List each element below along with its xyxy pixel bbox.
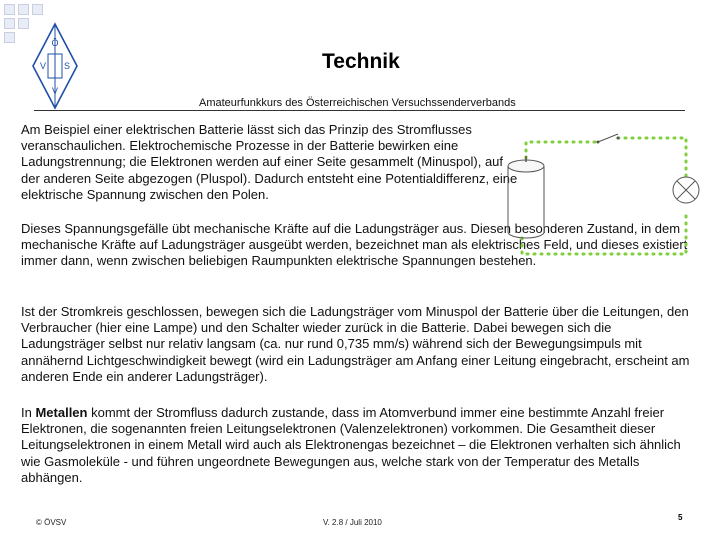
- logo-letter-3: S: [63, 61, 71, 71]
- paragraph-field: Dieses Spannungsgefälle übt mechanische Kräfte auf die Ladungsträger aus. Diesen besonderen Zustand, in dem mechanische Kräfte auf Ladungsträger ausgeübt werden, bezeichnet man als elektrisches Feld, und dieses existiert immer dann, wenn zwischen beliebigen Raumpunkten elektrische Spannungen bestehen.: [21, 221, 688, 269]
- switch-icon: [597, 134, 620, 144]
- metals-prefix: In: [21, 405, 36, 420]
- logo-letter-2: V: [39, 61, 47, 71]
- circuit-wire: [522, 138, 686, 254]
- battery-icon: [508, 156, 544, 238]
- page-number: 5: [678, 513, 683, 522]
- header-divider: [34, 110, 685, 111]
- circuit-diagram: [500, 128, 715, 263]
- lamp-icon: [673, 177, 699, 203]
- logo-letter-1: Ö: [51, 38, 59, 48]
- logo-letter-4: V: [51, 86, 59, 96]
- paragraph-circuit: Ist der Stromkreis geschlossen, bewegen sich die Ladungsträger vom Minuspol der Batterie über die Leitungen, den Verbraucher (hier eine Lampe) und den Schalter wieder zurück in die Batterie. Dabei bewegen sich die Ladungsträger selbst nur relativ langsam (ca. nur rund 0,735 mm/s) während sich der Bewegungsimpuls mit annähernd Lichtgeschwindigkeit bewegt (wird ein Ladungsträger am Anfang einer Leitung eingebracht, erscheint am anderen Ende ein anderer Ladungsträger).: [21, 304, 690, 384]
- page-subtitle: Amateurfunkkurs des Österreichischen Versuchssenderverbands: [199, 97, 516, 109]
- footer-version: V. 2.8 / Juli 2010: [323, 518, 382, 527]
- paragraph-battery: Am Beispiel einer elektrischen Batterie lässt sich das Prinzip des Stromflusses veranschaulichen. Elektrochemische Prozesse in der Batterie bewirken eine Ladungstrennung; die Elektronen werden auf einer Seite gesammelt (Minuspol), auf der anderen Seite abgezogen (Pluspol). Dadurch entsteht eine Potentialdifferenz, eine elektrische Spannung zwischen den Polen.: [21, 122, 518, 202]
- metals-text: kommt der Stromfluss dadurch zustande, dass im Atomverbund immer eine bestimmte Anzahl freier Elektronen, die sogenannten freien Leitungselektronen (Valenzelektronen) vorkommen. Die Gesamtheit dieser Leitungselektronen in einem Metall wird auch als Elektronengas bezeichnet – die Elektronen verhalten sich ähnlich wie Gasmoleküle - und führen ungeordnete Bewegungen aus, welche stark von der Temperatur des Metalls abhängen.: [21, 405, 681, 485]
- metals-keyword: Metallen: [35, 405, 88, 420]
- footer-copyright: © ÖVSV: [36, 518, 67, 527]
- page-title: Technik: [322, 50, 400, 73]
- paragraph-metals: [21, 405, 691, 486]
- oevsv-logo: [30, 22, 80, 110]
